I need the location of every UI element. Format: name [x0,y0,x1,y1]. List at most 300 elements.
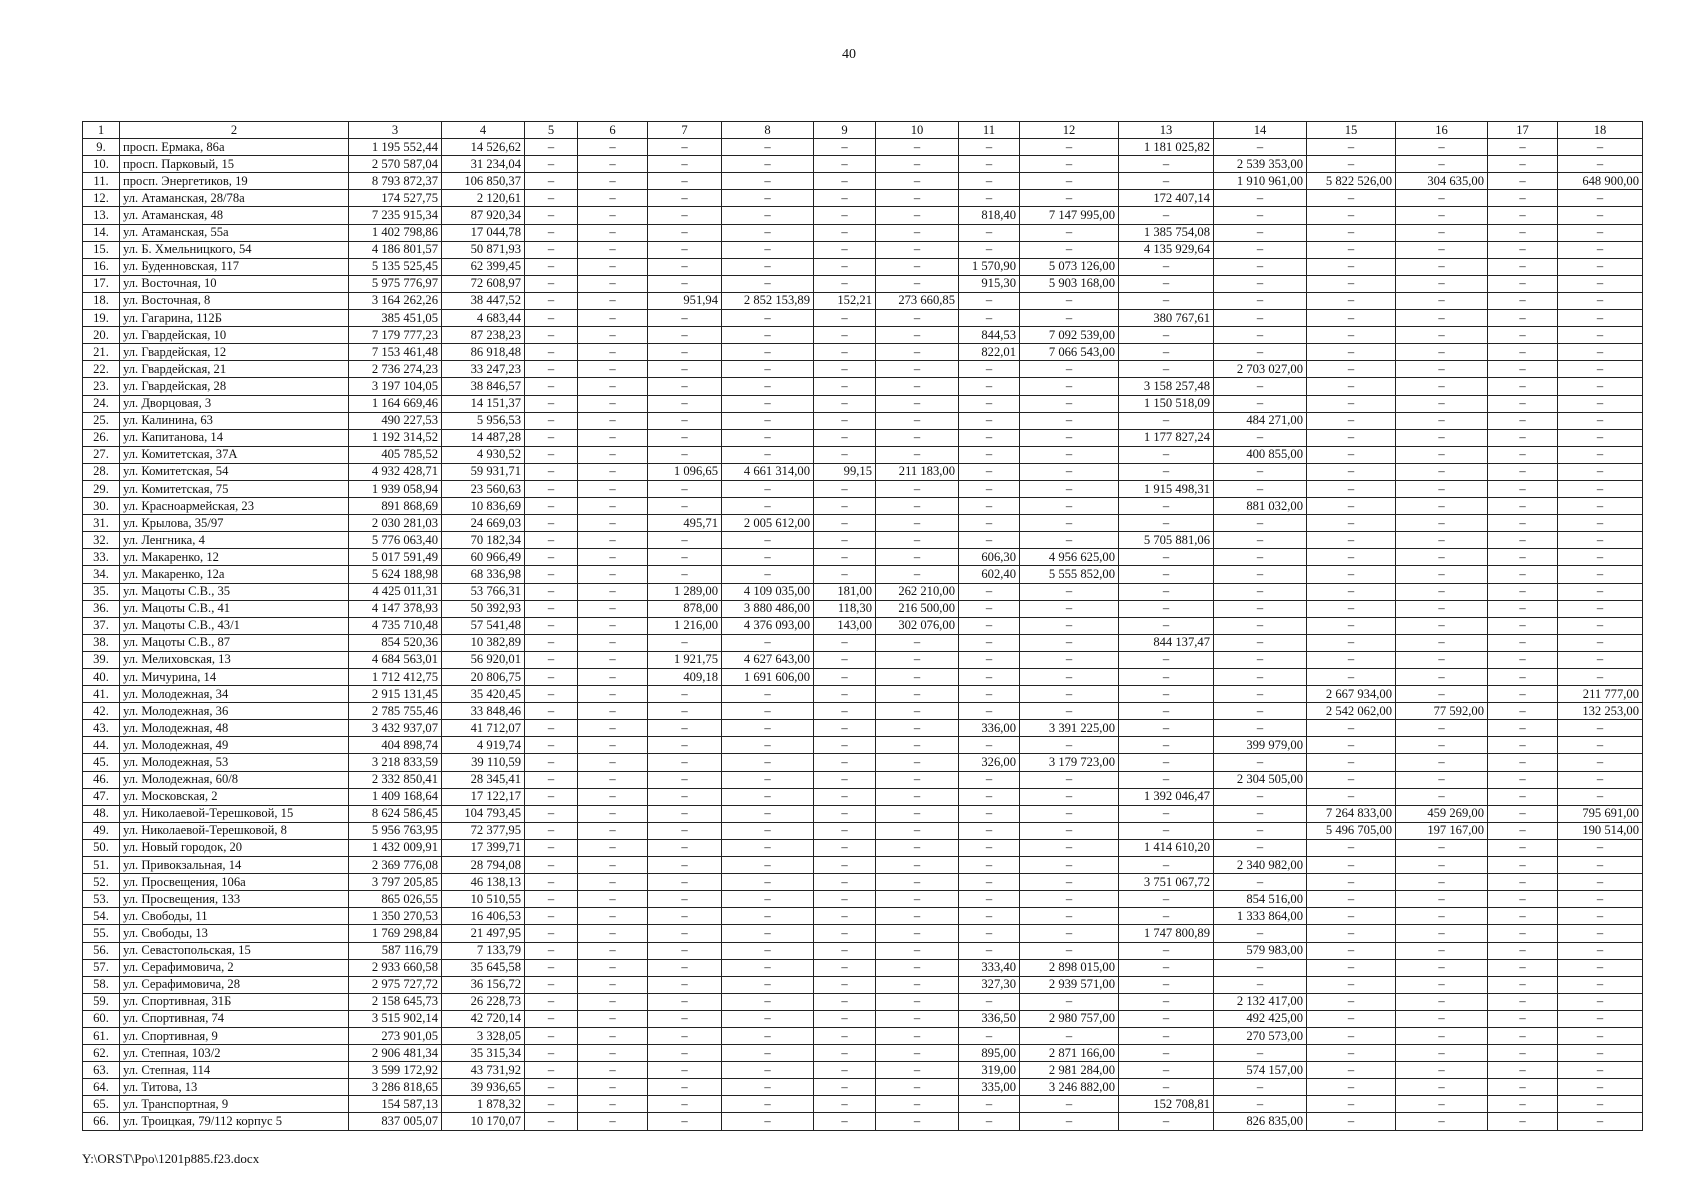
value-cell: – [1119,583,1214,600]
value-cell: – [1488,446,1558,463]
value-cell: – [1119,754,1214,771]
value-cell: 16 406,53 [442,908,525,925]
value-cell: 399 979,00 [1214,737,1307,754]
table-row [83,258,1643,275]
value-cell: – [1558,566,1643,583]
address-cell: ул. Молодежная, 53 [120,754,349,771]
value-cell: – [959,788,1020,805]
value-cell: 1 691 606,00 [722,669,814,686]
value-cell: 57 541,48 [442,617,525,634]
value-cell: 405 785,52 [349,446,442,463]
value-cell: – [1396,874,1488,891]
value-cell: 190 514,00 [1558,822,1643,839]
table-row [83,720,1643,737]
table-row [83,993,1643,1010]
value-cell: – [876,959,959,976]
value-cell: – [525,1113,578,1130]
table-row [83,942,1643,959]
value-cell: – [722,429,814,446]
value-cell: 878,00 [648,600,722,617]
value-cell: – [1214,839,1307,856]
value-cell: 14 151,37 [442,395,525,412]
value-cell: – [722,976,814,993]
value-cell: – [959,139,1020,156]
value-cell: – [648,395,722,412]
value-cell: – [1307,463,1396,480]
value-cell: – [1119,275,1214,292]
value-cell: – [1020,993,1119,1010]
value-cell: – [814,207,876,224]
value-cell: – [525,344,578,361]
value-cell: – [578,720,648,737]
row-number-cell: 25. [83,412,120,429]
value-cell: – [1396,258,1488,275]
value-cell: – [1214,258,1307,275]
address-cell: ул. Серафимовича, 28 [120,976,349,993]
value-cell: – [814,686,876,703]
value-cell: – [1396,976,1488,993]
value-cell: – [1020,378,1119,395]
value-cell: – [1214,703,1307,720]
value-cell: – [648,754,722,771]
value-cell: 17 122,17 [442,788,525,805]
value-cell: – [525,275,578,292]
table-row [83,139,1643,156]
value-cell: – [814,241,876,258]
table-row [83,395,1643,412]
value-cell: 2 005 612,00 [722,515,814,532]
value-cell: – [1214,480,1307,497]
value-cell: – [814,959,876,976]
value-cell: – [814,361,876,378]
value-cell: – [1119,344,1214,361]
value-cell: – [1119,207,1214,224]
value-cell: – [1307,651,1396,668]
value-cell: 1 921,75 [648,651,722,668]
value-cell: 3 751 067,72 [1119,874,1214,891]
value-cell: 2 304 505,00 [1214,771,1307,788]
column-header: 15 [1307,122,1396,139]
value-cell: – [1558,258,1643,275]
value-cell: – [1020,686,1119,703]
value-cell: – [1307,241,1396,258]
value-cell: – [814,446,876,463]
value-cell: – [1558,310,1643,327]
value-cell: – [1488,224,1558,241]
value-cell: – [722,1113,814,1130]
value-cell: – [1396,156,1488,173]
table-row [83,1045,1643,1062]
value-cell: – [578,258,648,275]
value-cell: – [814,1027,876,1044]
value-cell: – [1488,1079,1558,1096]
value-cell: – [1307,634,1396,651]
value-cell: 3 391 225,00 [1020,720,1119,737]
value-cell: – [525,822,578,839]
table-row [83,737,1643,754]
value-cell: – [959,686,1020,703]
value-cell: 302 076,00 [876,617,959,634]
column-header: 17 [1488,122,1558,139]
value-cell: – [648,532,722,549]
value-cell: – [814,839,876,856]
address-cell: ул. Комитетская, 37А [120,446,349,463]
value-cell: – [1488,651,1558,668]
value-cell: – [1020,600,1119,617]
value-cell: – [814,429,876,446]
value-cell: – [1020,395,1119,412]
value-cell: 3 797 205,85 [349,874,442,891]
value-cell: – [876,412,959,429]
value-cell: – [1020,1027,1119,1044]
table-row [83,173,1643,190]
value-cell: – [1307,395,1396,412]
value-cell: – [959,703,1020,720]
value-cell: – [959,224,1020,241]
value-cell: – [1020,480,1119,497]
address-cell: просп. Парковый, 15 [120,156,349,173]
value-cell: – [1488,617,1558,634]
value-cell: – [1307,224,1396,241]
value-cell: 4 661 314,00 [722,463,814,480]
value-cell: 2 703 027,00 [1214,361,1307,378]
value-cell: 490 227,53 [349,412,442,429]
table-row [83,327,1643,344]
value-cell: – [1488,258,1558,275]
value-cell: 2 898 015,00 [1020,959,1119,976]
value-cell: – [722,361,814,378]
value-cell: – [1119,1027,1214,1044]
value-cell: – [814,190,876,207]
value-cell: – [1020,515,1119,532]
value-cell: – [648,156,722,173]
value-cell: – [1307,600,1396,617]
value-cell: – [648,1096,722,1113]
value-cell: – [648,976,722,993]
value-cell: – [722,754,814,771]
value-cell: – [814,1045,876,1062]
value-cell: 1 939 058,94 [349,480,442,497]
value-cell: – [1307,566,1396,583]
value-cell: – [1396,139,1488,156]
value-cell: – [1119,258,1214,275]
value-cell: – [648,839,722,856]
address-cell: ул. Дворцовая, 3 [120,395,349,412]
value-cell: – [1214,395,1307,412]
row-number-cell: 23. [83,378,120,395]
value-cell: 152,21 [814,292,876,309]
value-cell: – [525,891,578,908]
value-cell: – [578,993,648,1010]
address-cell: ул. Титова, 13 [120,1079,349,1096]
value-cell: – [1396,1096,1488,1113]
value-cell: – [959,498,1020,515]
address-cell: ул. Гвардейская, 12 [120,344,349,361]
value-cell: – [1558,891,1643,908]
value-cell: – [722,327,814,344]
value-cell: – [1488,549,1558,566]
value-cell: – [525,1079,578,1096]
value-cell: – [722,1045,814,1062]
row-number-cell: 21. [83,344,120,361]
row-number-cell: 38. [83,634,120,651]
value-cell: – [722,156,814,173]
value-cell: 587 116,79 [349,942,442,959]
value-cell: – [1214,310,1307,327]
value-cell: – [1119,805,1214,822]
value-cell: – [959,805,1020,822]
value-cell: 5 555 852,00 [1020,566,1119,583]
value-cell: – [814,480,876,497]
value-cell: – [814,788,876,805]
value-cell: – [876,788,959,805]
value-cell: – [1396,942,1488,959]
value-cell: 5 903 168,00 [1020,275,1119,292]
row-number-cell: 32. [83,532,120,549]
value-cell: – [1119,959,1214,976]
value-cell: – [1488,566,1558,583]
address-cell: ул. Спортивная, 31Б [120,993,349,1010]
value-cell: – [648,908,722,925]
value-cell: 174 527,75 [349,190,442,207]
value-cell: – [814,173,876,190]
table-row [83,822,1643,839]
value-cell: – [1020,498,1119,515]
value-cell: – [648,412,722,429]
table-row [83,908,1643,925]
value-cell: 46 138,13 [442,874,525,891]
value-cell: – [1214,241,1307,258]
value-cell: – [1020,412,1119,429]
value-cell: 495,71 [648,515,722,532]
value-cell: – [578,532,648,549]
value-cell: 3 328,05 [442,1027,525,1044]
value-cell: – [648,310,722,327]
value-cell: – [525,686,578,703]
value-cell: 1 712 412,75 [349,669,442,686]
row-number-cell: 15. [83,241,120,258]
value-cell: 1 192 314,52 [349,429,442,446]
value-cell: – [722,839,814,856]
value-cell: – [1214,207,1307,224]
address-cell: ул. Комитетская, 54 [120,463,349,480]
value-cell: 86 918,48 [442,344,525,361]
value-cell: – [1396,617,1488,634]
value-cell: – [578,1045,648,1062]
value-cell: 4 109 035,00 [722,583,814,600]
value-cell: 865 026,55 [349,891,442,908]
value-cell: – [1119,1079,1214,1096]
value-cell: – [1488,839,1558,856]
value-cell: – [1214,959,1307,976]
value-cell: – [1307,156,1396,173]
value-cell: – [1214,925,1307,942]
value-cell: – [722,857,814,874]
value-cell: – [876,241,959,258]
value-cell: 400 855,00 [1214,446,1307,463]
value-cell: – [1307,1045,1396,1062]
value-cell: 50 392,93 [442,600,525,617]
address-cell: ул. Мелиховская, 13 [120,651,349,668]
table-row [83,224,1643,241]
value-cell: – [722,993,814,1010]
value-cell: – [1214,874,1307,891]
value-cell: – [1214,327,1307,344]
value-cell: – [1396,446,1488,463]
value-cell: – [525,737,578,754]
value-cell: – [1396,480,1488,497]
value-cell: 14 526,62 [442,139,525,156]
value-cell: – [648,139,722,156]
value-cell: 1 177 827,24 [1119,429,1214,446]
value-cell: – [722,310,814,327]
value-cell: – [722,446,814,463]
value-cell: 2 120,61 [442,190,525,207]
value-cell: 216 500,00 [876,600,959,617]
value-cell: – [814,1062,876,1079]
value-cell: – [1119,361,1214,378]
value-cell: – [578,976,648,993]
value-cell: – [1488,480,1558,497]
value-cell: 4 186 801,57 [349,241,442,258]
column-header: 18 [1558,122,1643,139]
value-cell: – [525,1062,578,1079]
value-cell: – [525,993,578,1010]
value-cell: – [876,429,959,446]
address-cell: ул. Молодежная, 49 [120,737,349,754]
value-cell: 8 624 586,45 [349,805,442,822]
row-number-cell: 35. [83,583,120,600]
row-number-cell: 29. [83,480,120,497]
value-cell: – [648,378,722,395]
value-cell: 50 871,93 [442,241,525,258]
value-cell: – [578,874,648,891]
value-cell: 10 510,55 [442,891,525,908]
value-cell: – [722,378,814,395]
value-cell: – [1020,1096,1119,1113]
value-cell: 4 919,74 [442,737,525,754]
value-cell: – [1020,737,1119,754]
value-cell: – [648,344,722,361]
address-cell: ул. Молодежная, 36 [120,703,349,720]
value-cell: 172 407,14 [1119,190,1214,207]
value-cell: – [1488,190,1558,207]
value-cell: – [959,908,1020,925]
row-number-cell: 47. [83,788,120,805]
value-cell: – [1214,651,1307,668]
value-cell: – [1488,1062,1558,1079]
value-cell: – [876,275,959,292]
value-cell: – [1558,651,1643,668]
value-cell: 385 451,05 [349,310,442,327]
value-cell: – [1488,173,1558,190]
value-cell: – [1020,190,1119,207]
value-cell: – [876,669,959,686]
value-cell: – [1307,669,1396,686]
value-cell: – [578,1010,648,1027]
row-number-cell: 58. [83,976,120,993]
value-cell: – [959,241,1020,258]
value-cell: – [648,686,722,703]
row-number-cell: 63. [83,1062,120,1079]
table-row [83,1079,1643,1096]
value-cell: – [648,361,722,378]
value-cell: – [1119,993,1214,1010]
value-cell: – [876,925,959,942]
value-cell: – [722,737,814,754]
row-number-cell: 48. [83,805,120,822]
value-cell: – [648,1045,722,1062]
row-number-cell: 18. [83,292,120,309]
value-cell: 484 271,00 [1214,412,1307,429]
value-cell: – [814,822,876,839]
value-cell: – [722,139,814,156]
row-number-cell: 55. [83,925,120,942]
row-number-cell: 39. [83,651,120,668]
value-cell: – [1119,1062,1214,1079]
value-cell: – [1020,805,1119,822]
value-cell: – [1558,224,1643,241]
value-cell: – [1488,583,1558,600]
value-cell: – [648,429,722,446]
value-cell: – [1558,190,1643,207]
address-cell: ул. Гвардейская, 21 [120,361,349,378]
value-cell: – [1307,857,1396,874]
value-cell: – [525,258,578,275]
address-cell: ул. Молодежная, 34 [120,686,349,703]
value-cell: – [648,446,722,463]
value-cell: 3 286 818,65 [349,1079,442,1096]
value-cell: – [1396,959,1488,976]
value-cell: – [525,429,578,446]
value-cell: – [648,480,722,497]
row-number-cell: 28. [83,463,120,480]
value-cell: – [876,1062,959,1079]
value-cell: – [1307,754,1396,771]
value-cell: 273 660,85 [876,292,959,309]
address-cell: ул. Крылова, 35/97 [120,515,349,532]
value-cell: 154 587,13 [349,1096,442,1113]
value-cell: 818,40 [959,207,1020,224]
value-cell: – [722,771,814,788]
value-cell: – [1558,1096,1643,1113]
address-cell: ул. Буденновская, 117 [120,258,349,275]
value-cell: – [1119,908,1214,925]
value-cell: – [578,925,648,942]
row-number-cell: 40. [83,669,120,686]
value-cell: – [525,310,578,327]
value-cell: – [1020,241,1119,258]
value-cell: 33 848,46 [442,703,525,720]
value-cell: – [1307,976,1396,993]
value-cell: – [1119,549,1214,566]
table-row [83,669,1643,686]
value-cell: 60 966,49 [442,549,525,566]
value-cell: – [1020,908,1119,925]
value-cell: – [1396,566,1488,583]
value-cell: – [578,463,648,480]
value-cell: 197 167,00 [1396,822,1488,839]
value-cell: – [525,959,578,976]
table-row [83,412,1643,429]
value-cell: – [1558,754,1643,771]
value-cell: – [1488,703,1558,720]
value-cell: – [578,686,648,703]
table-row [83,156,1643,173]
value-cell: – [525,327,578,344]
value-cell: – [876,720,959,737]
value-cell: – [525,156,578,173]
